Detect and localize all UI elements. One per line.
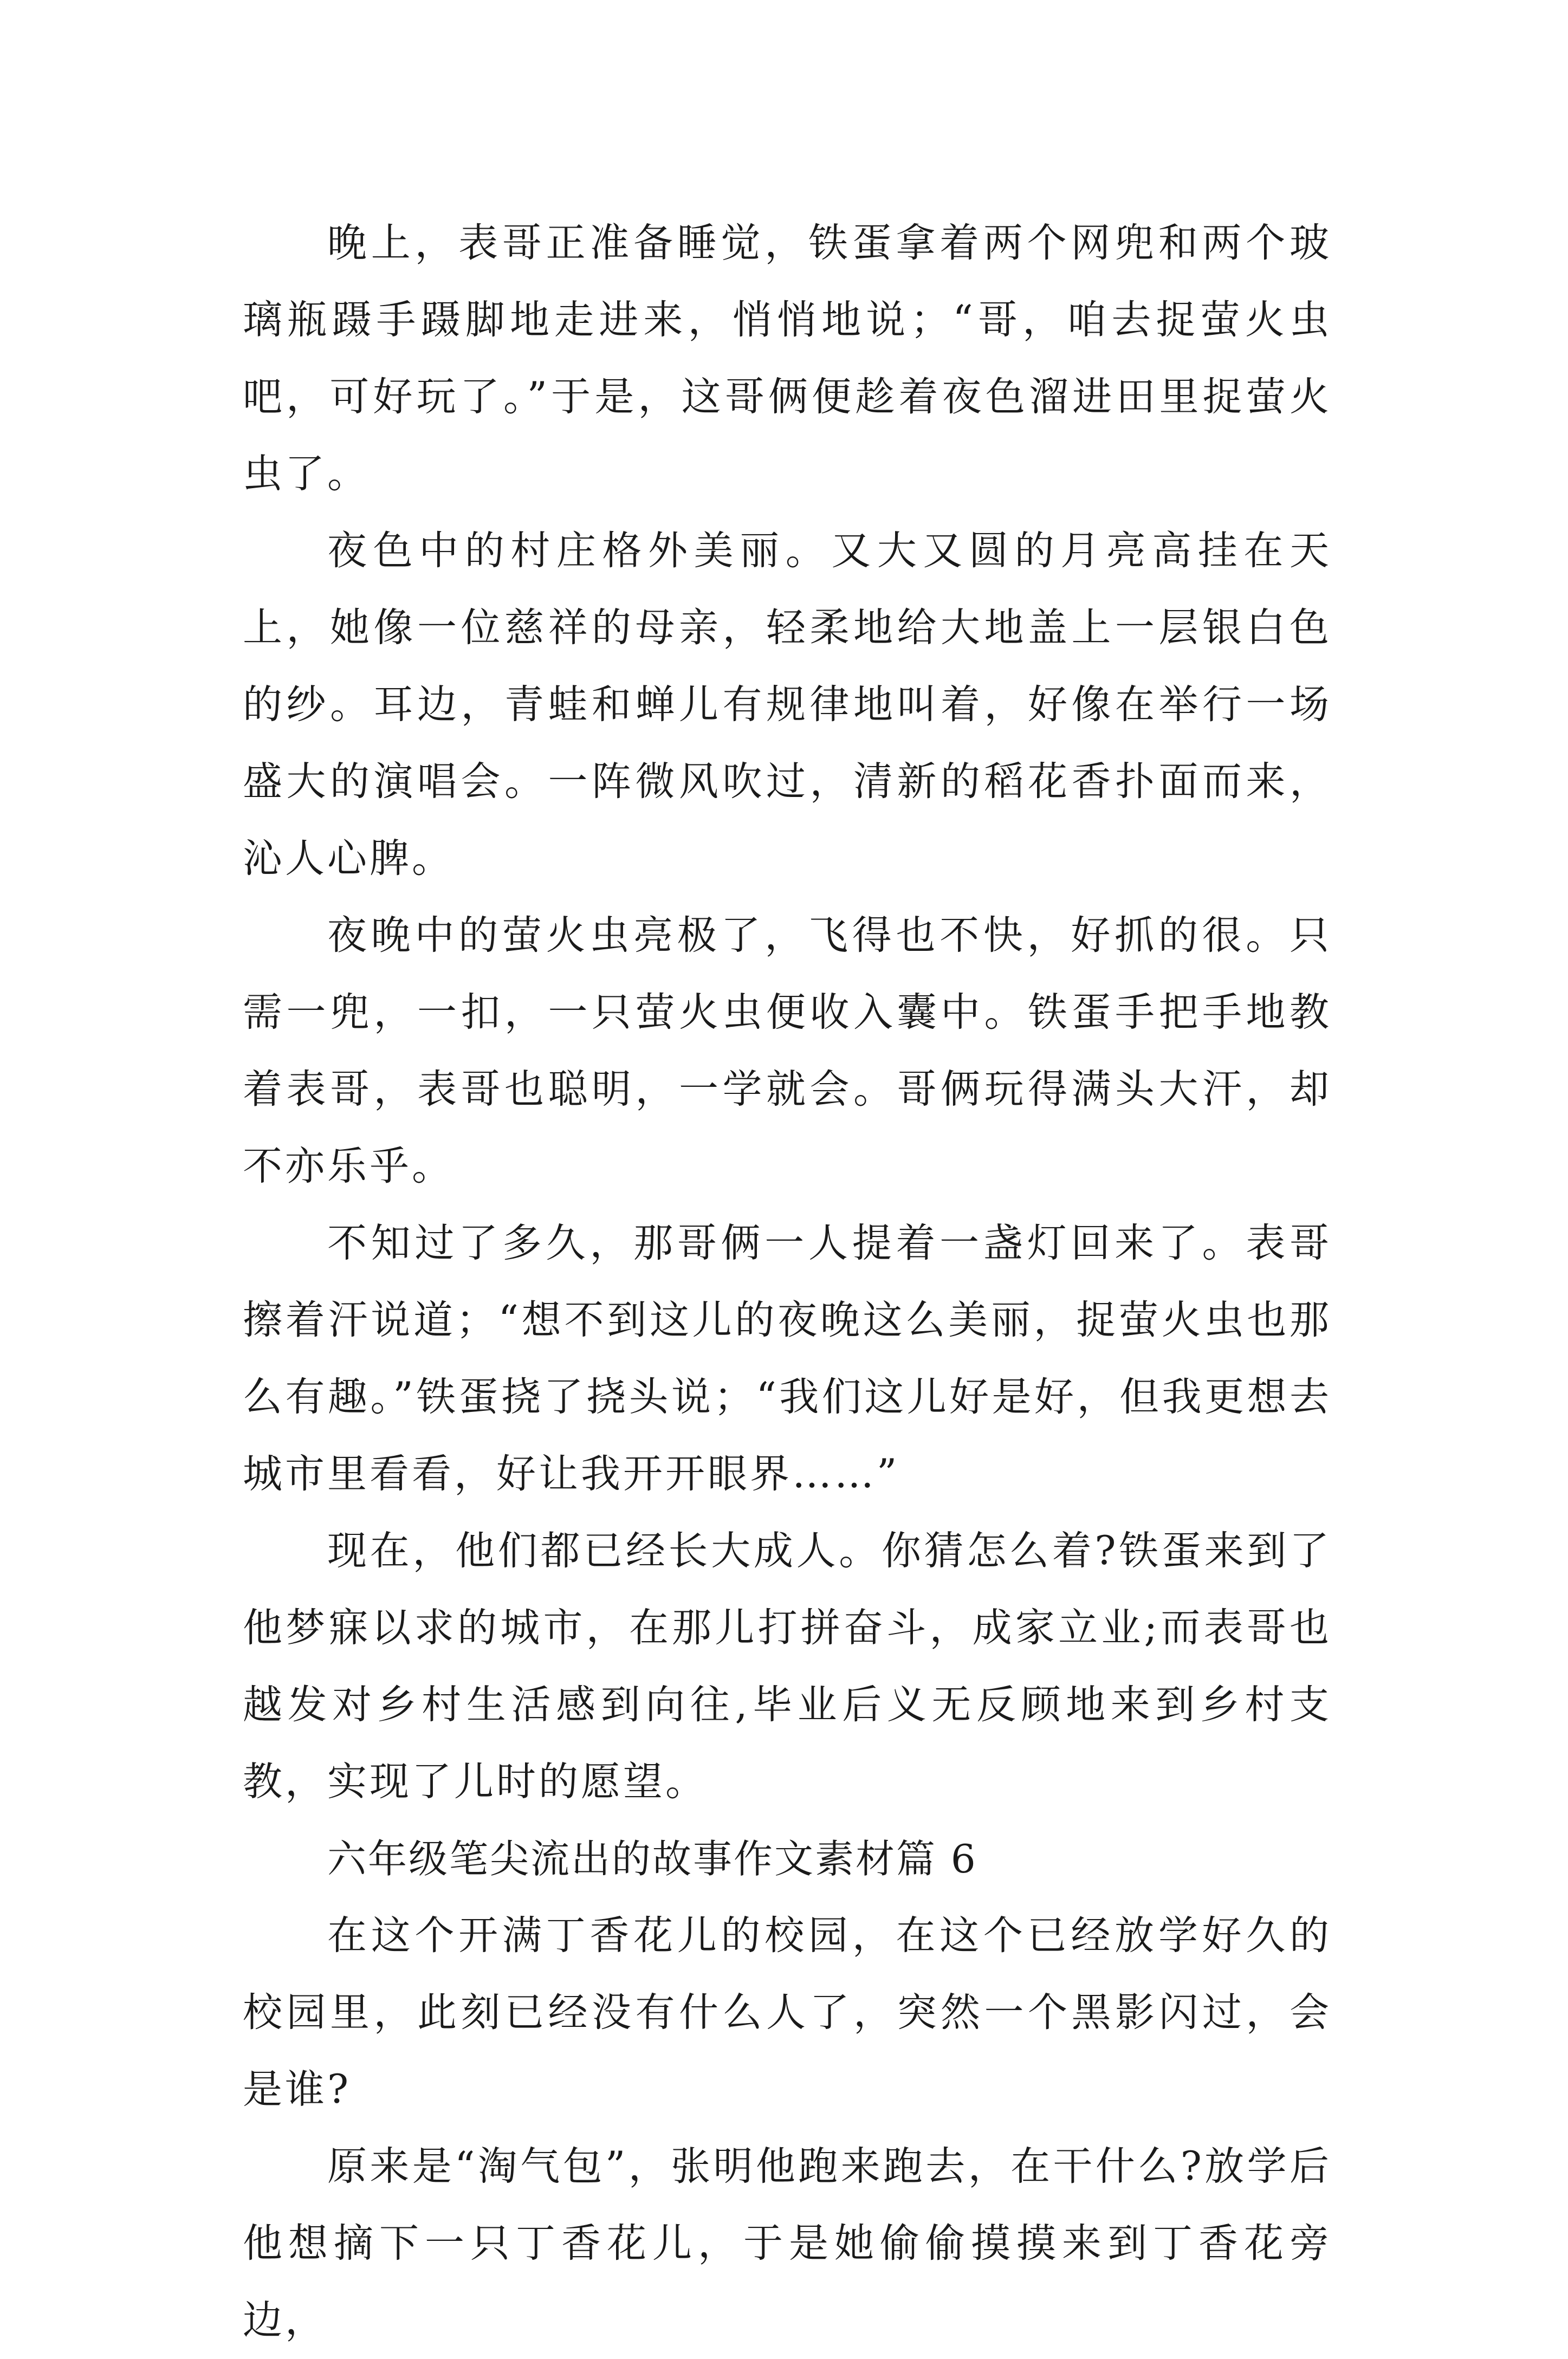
body-text <box>243 205 1332 2359</box>
paragraph-7: 原来是“淘气包”，张明他跑来跑去，在干什么?放学后他想摘下一只丁香花儿，于是她偷偷摸摸来到丁香花旁边， <box>243 2143 1332 2343</box>
section-heading: 六年级笔尖流出的故事作文素材篇 6 <box>327 1836 977 1882</box>
paragraph-4: 不知过了多久，那哥俩一人提着一盏灯回来了。表哥擦着汗说道；“想不到这儿的夜晚这么美丽，捉萤火虫也那么有趣。”铁蛋挠了挠头说；“我们这儿好是好，但我更想去城市里看看，好让我开开眼界……” <box>243 1220 1332 1497</box>
paragraph-2: 夜色中的村庄格外美丽。又大又圆的月亮高挂在天上，她像一位慈祥的母亲，轻柔地给大地盖上一层银白色的纱。耳边，青蛙和蝉儿有规律地叫着，好像在举行一场盛大的演唱会。一阵微风吹过，清新的稻花香扑面而来，沁人心脾。 <box>243 528 1332 882</box>
paragraph-5: 现在，他们都已经长大成人。你猜怎么着?铁蛋来到了他梦寐以求的城市，在那儿打拼奋斗，成家立业;而表哥也越发对乡村生活感到向往,毕业后义无反顾地来到乡村支教，实现了儿时的愿望。 <box>243 1528 1332 1805</box>
paragraph-6: 在这个开满丁香花儿的校园，在这个已经放学好久的校园里，此刻已经没有什么人了，突然一个黑影闪过，会是谁? <box>243 1913 1332 2112</box>
paragraph-1: 晚上，表哥正准备睡觉，铁蛋拿着两个网兜和两个玻璃瓶蹑手蹑脚地走进来，悄悄地说；“哥，咱去捉萤火虫吧，可好玩了。”于是，这哥俩便趁着夜色溜进田里捉萤火虫了。 <box>243 220 1332 497</box>
paragraph-3: 夜晚中的萤火虫亮极了，飞得也不快，好抓的很。只需一兜，一扣，一只萤火虫便收入囊中。铁蛋手把手地教着表哥，表哥也聪明，一学就会。哥俩玩得满头大汗，却不亦乐乎。 <box>243 912 1332 1189</box>
